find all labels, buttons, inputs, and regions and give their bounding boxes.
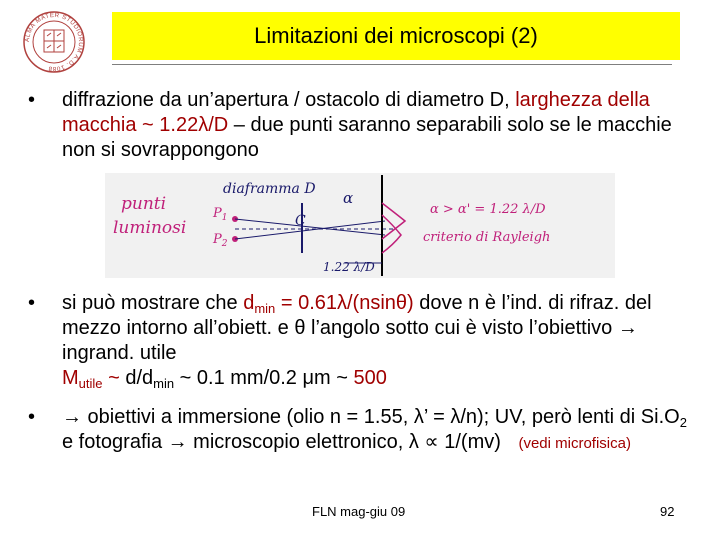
bullet-resolution	[28, 291, 698, 391]
svg-text:ALMA MATER STUDIORUM A.D. 1088: ALMA MATER STUDIORUM A.D. 1088	[23, 11, 85, 73]
bullet-diffraction	[28, 88, 698, 163]
bullet-marker: •	[28, 89, 36, 111]
label-criterion: criterio di Rayleigh	[423, 230, 551, 245]
bullet1-text-3: – due punti saranno separabili solo se le macchie non si sovrappongono	[62, 114, 672, 161]
bullet-marker: •	[28, 406, 36, 428]
label-condition: α > α' = 1.22 λ/D	[430, 202, 546, 217]
label-alpha: α	[343, 189, 354, 207]
slide-title-box	[112, 12, 680, 60]
bullet2-text-2: dove n è l’ind. di rifraz. del mezzo intorno all’obiett. e θ l’angolo sotto cui è visto l’obiettivo → ingrand. utile	[62, 292, 652, 364]
label-c: C	[295, 213, 306, 229]
label-diaphragm: diaframma D	[223, 181, 316, 197]
bullet3-text-1: → obiettivi a immersione (olio n = 1.55, λ’ = λ/n); UV, però lenti di Si.O	[62, 406, 680, 428]
page-number: 92	[660, 504, 675, 519]
university-seal-logo	[22, 10, 86, 74]
label-spot-size: 1.22 λ/D	[323, 260, 375, 274]
bullet2-text-1: si può mostrare che	[62, 292, 244, 314]
magnification-line: $M_{utile}$ ~ $d/d_{min}$ ~ 0.1 mm/0.2 μm ~ 500	[62, 367, 387, 391]
label-p1: $P_1$	[213, 206, 228, 223]
bullet1-text-1: diffrazione da un’apertura / ostacolo di diametro D,	[62, 89, 510, 111]
slide-title: Limitazioni dei microscopi (2)	[254, 23, 538, 48]
label-p2: $P_2$	[213, 232, 228, 249]
bullet-immersion: • → obiettivi a immersione (olio n = 1.55, λ’ = λ/n); UV, però lenti di $Si.O_2$ e fotografia → microscopio elettronico, λ ∝ 1/(mv) (vedi microfisica)	[28, 406, 687, 453]
rayleigh-diagram	[105, 173, 615, 278]
bullet3-note: (vedi microfisica)	[518, 435, 631, 452]
title-divider	[112, 64, 672, 65]
label-points-1: punti	[121, 194, 167, 214]
bullet3-text-2: e fotografia → microscopio elettronico, λ ∝ 1/(mv)	[62, 431, 501, 453]
footer-course: FLN mag-giu 09	[312, 504, 406, 519]
bullet2-dmin: $d_{min} = 0.61\lambda/(nsin\theta)$	[243, 292, 414, 316]
bullet-marker: •	[28, 292, 36, 314]
magnification-value: 500	[353, 367, 387, 389]
bullet1-spot-width: larghezza della macchia ~ 1.22λ/D	[62, 89, 650, 136]
label-points-2: luminosi	[113, 218, 187, 238]
